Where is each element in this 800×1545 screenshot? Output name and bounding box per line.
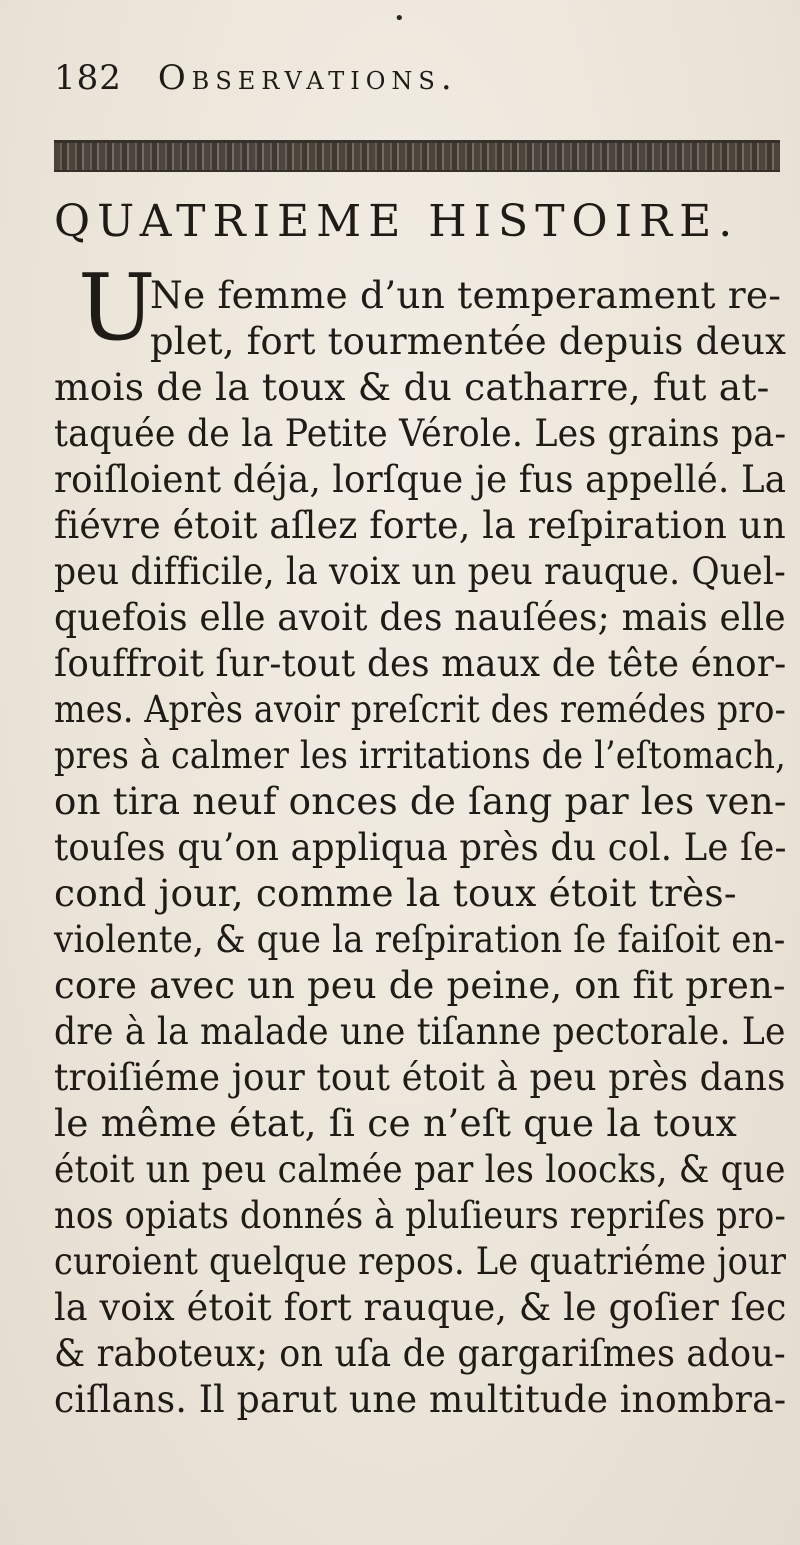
text-line: pres à calmer les irritations de l’eſtomach, — [54, 733, 786, 777]
text-line: taquée de la Petite Vérole. Les grains pa- — [54, 411, 787, 455]
text-line: mes. Après avoir preſcrit des remédes pro- — [54, 687, 787, 731]
text-line: curoient quelque repos. Le quatriéme jour — [54, 1239, 787, 1283]
text-line: nos opiats donnés à pluſieurs repriſes pro- — [54, 1193, 787, 1237]
text-line: ciſlans. Il parut une multitude inombra- — [54, 1377, 787, 1421]
text-line: violente, & que la reſpiration ſe faiſoit en- — [54, 917, 786, 961]
text-line: ſouffroit ſur-tout des maux de tête énor- — [54, 641, 787, 685]
text-line: on tira neuf onces de ſang par les ven- — [54, 779, 787, 823]
text-line: la voix étoit fort rauque, & le goſier ſec — [54, 1285, 787, 1329]
text-line: fiévre étoit aſlez forte, la reſpiration un — [54, 503, 786, 547]
running-title: Observations. — [157, 58, 458, 98]
drop-cap: U — [78, 254, 156, 361]
text-line: core avec un peu de peine, on fit pren- — [54, 963, 786, 1007]
text-line: quefois elle avoit des nauſées; mais elle — [54, 595, 786, 639]
text-line: peu difficile, la voix un peu rauque. Quel- — [54, 549, 786, 593]
text-line: Ne femme d’un temperament re- — [150, 273, 782, 317]
ink-speck: • — [394, 8, 405, 29]
ornamental-rule — [54, 140, 780, 172]
text-line: dre à la malade une tiſanne pectorale. Le — [54, 1009, 786, 1053]
text-line: roiſloient déja, lorſque je fus appellé. La — [54, 457, 787, 501]
text-line: plet, fort tourmentée depuis deux — [150, 319, 787, 363]
text-line: & raboteux; on uſa de gargariſmes adou- — [54, 1331, 786, 1375]
text-line: le même état, ſi ce n’eſt que la toux — [54, 1101, 737, 1145]
text-line: touſes qu’on appliqua près du col. Le ſe- — [54, 825, 787, 869]
text-line: étoit un peu calmée par les loocks, & que — [54, 1147, 786, 1191]
text-line: troiſiéme jour tout étoit à peu près dans — [54, 1055, 786, 1099]
text-line: cond jour, comme la toux étoit très- — [54, 871, 737, 915]
section-heading: QUATRIEME HISTOIRE. — [54, 196, 740, 247]
running-head — [54, 58, 614, 108]
page-number: 182 — [54, 58, 122, 98]
text-line: mois de la toux & du catharre, fut at- — [54, 365, 770, 409]
